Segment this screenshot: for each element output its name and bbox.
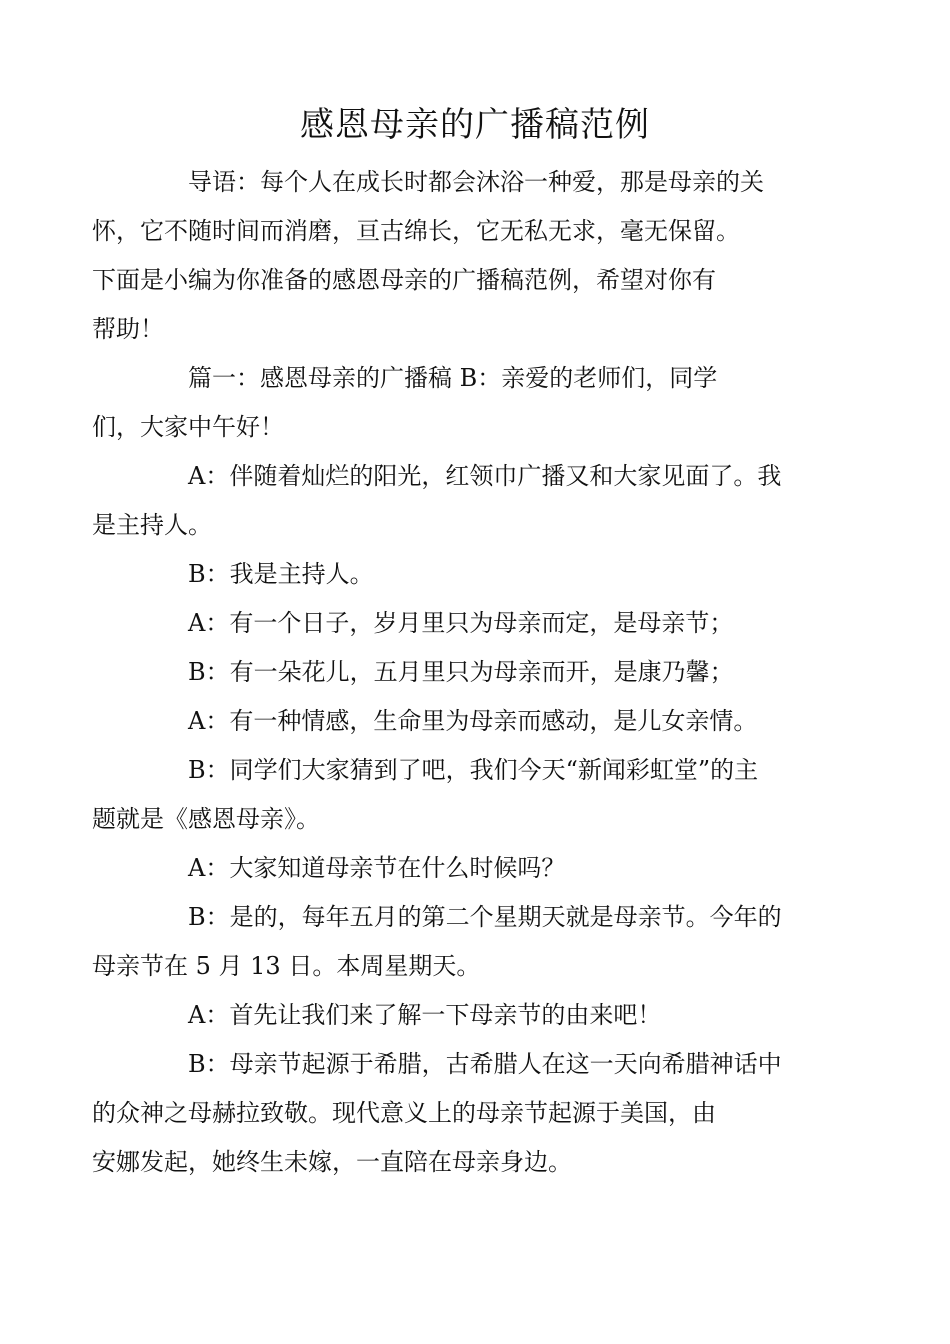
- text-line: 帮助！: [92, 315, 164, 343]
- text-line: A：伴随着灿烂的阳光，红领巾广播又和大家见面了。我: [188, 462, 782, 490]
- text-line: B：有一朵花儿，五月里只为母亲而开，是康乃馨；: [188, 658, 734, 686]
- text-line: B：是的，每年五月的第二个星期天就是母亲节。今年的: [188, 903, 782, 931]
- text-line: A：大家知道母亲节在什么时候吗？: [188, 854, 566, 882]
- text-line: B：我是主持人。: [188, 560, 374, 588]
- dialogue-line: [92, 1040, 840, 1187]
- text-line: 的众神之母赫拉致敬。现代意义上的母亲节起源于美国，由: [92, 1099, 716, 1127]
- text-line: 怀，它不随时间而消磨，亘古绵长，它无私无求，毫无保留。: [92, 217, 740, 245]
- text-line: 安娜发起，她终生未嫁，一直陪在母亲身边。: [92, 1148, 572, 1176]
- text-line: 题就是《感恩母亲》。: [92, 805, 320, 833]
- dialogue-line: [140, 599, 840, 648]
- dialogue-line: [140, 550, 840, 599]
- dialogue-line: [140, 991, 840, 1040]
- text-line: 篇一：感恩母亲的广播稿 B：亲爱的老师们，同学: [188, 364, 718, 392]
- text-line: 母亲节在 5 月 13 日。本周星期天。: [92, 952, 481, 980]
- document-body: [92, 158, 840, 1187]
- dialogue-line: [140, 648, 840, 697]
- text-line: A：首先让我们来了解一下母亲节的由来吧！: [188, 1001, 662, 1029]
- text-line: A：有一种情感，生命里为母亲而感动，是儿女亲情。: [188, 707, 758, 735]
- text-line: 导语：每个人在成长时都会沐浴一种爱，那是母亲的关: [188, 168, 764, 196]
- dialogue-line: [92, 746, 840, 844]
- text-line: B：母亲节起源于希腊，古希腊人在这一天向希腊神话中: [188, 1050, 782, 1078]
- text-line: 是主持人。: [92, 511, 212, 539]
- dialogue-line: [140, 697, 840, 746]
- text-line: B：同学们大家猜到了吧，我们今天“新闻彩虹堂”的主: [188, 756, 759, 784]
- paragraph-section-1: [92, 354, 840, 452]
- text-line: 们，大家中午好！: [92, 413, 284, 441]
- dialogue-line: [92, 893, 840, 991]
- document-title: 感恩母亲的广播稿范例: [300, 105, 650, 145]
- dialogue-line: [140, 844, 840, 893]
- dialogue-line: [92, 452, 840, 550]
- paragraph-intro: [92, 158, 840, 354]
- text-line: A：有一个日子，岁月里只为母亲而定，是母亲节；: [188, 609, 734, 637]
- text-line: 下面是小编为你准备的感恩母亲的广播稿范例，希望对你有: [92, 266, 716, 294]
